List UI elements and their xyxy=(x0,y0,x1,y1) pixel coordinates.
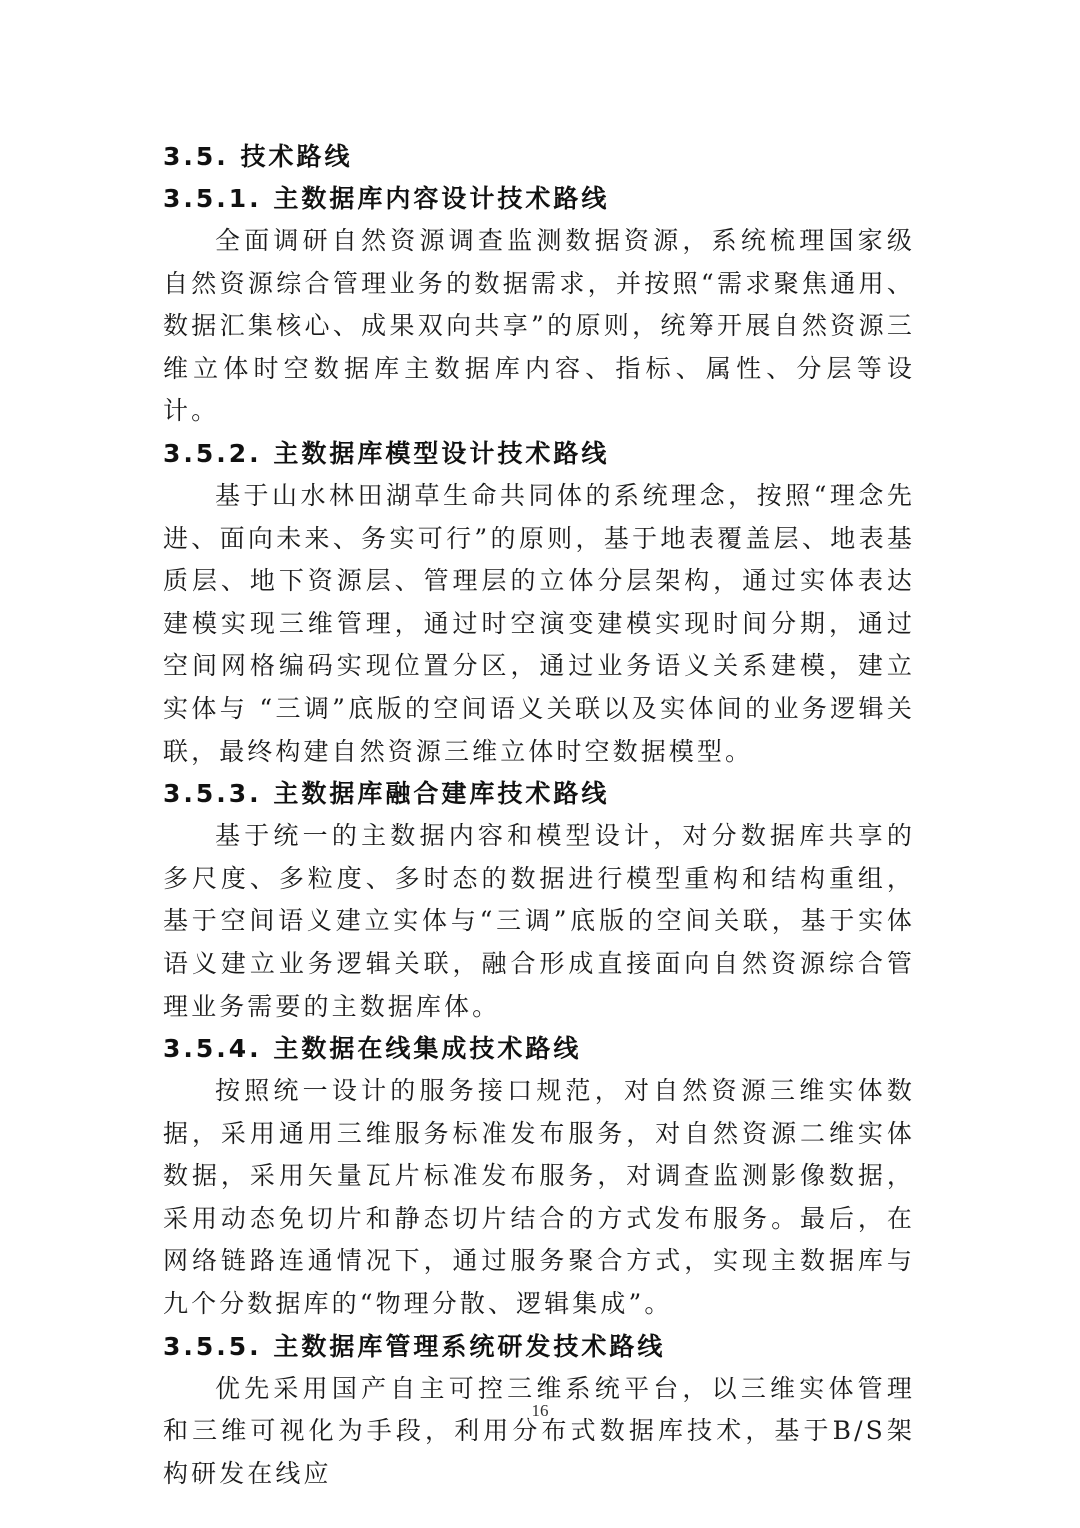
subsection-3-5-3 xyxy=(163,773,923,1028)
subsection-3-5-1 xyxy=(163,178,923,433)
subsection-body: 优先采用国产自主可控三维系统平台，以三维实体管理和三维可视化为手段，利用分布式数据库技术，基于B/S架构研发在线应 xyxy=(163,1373,915,1488)
subsection-body: 基于山水林田湖草生命共同体的系统理念，按照“理念先进、面向未来、务实可行”的原则，基于地表覆盖层、地表基质层、地下资源层、管理层的立体分层架构，通过实体表达建模实现三维管理，通过时空演变建模实现时间分期，通过空间网格编码实现位置分区，通过业务语义关系建模，建立实体与 “三调”底版的空间语义关联以及实体间的业务逻辑关联，最终构建自然资源三维立体时空数据模型。 xyxy=(163,480,915,766)
subsection-title: 3.5.4. 主数据在线集成技术路线 xyxy=(163,1034,582,1064)
subsection-title: 3.5.1. 主数据库内容设计技术路线 xyxy=(163,184,610,213)
subsection-3-5-4 xyxy=(163,1028,923,1326)
subsection-3-5-2 xyxy=(163,433,923,773)
section-heading-3-5: 3.5. 技术路线 xyxy=(163,142,353,171)
subsection-body: 基于统一的主数据内容和模型设计，对分数据库共享的多尺度、多粒度、多时态的数据进行模型重构和结构重组，基于空间语义建立实体与“三调”底版的空间关联，基于实体语义建立业务逻辑关联，融合形成直接面向自然资源综合管理业务需要的主数据库体。 xyxy=(163,821,915,1021)
page-content xyxy=(163,136,923,1495)
page-number: 16 xyxy=(531,1401,549,1420)
subsection-body: 按照统一设计的服务接口规范，对自然资源三维实体数据，采用通用三维服务标准发布服务，对自然资源二维实体数据，采用矢量瓦片标准发布服务，对调查监测影像数据，采用动态免切片和静态切片结合的方式发布服务。最后，在网络链路连通情况下，通过服务聚合方式，实现主数据库与九个分数据库的“物理分散、逻辑集成”。 xyxy=(163,1076,915,1319)
subsection-title: 3.5.3. 主数据库融合建库技术路线 xyxy=(163,779,610,809)
subsection-title: 3.5.5. 主数据库管理系统研发技术路线 xyxy=(163,1331,666,1361)
subsection-title: 3.5.2. 主数据库模型设计技术路线 xyxy=(163,438,610,468)
subsection-body: 全面调研自然资源调查监测数据资源，系统梳理国家级自然资源综合管理业务的数据需求，并按照“需求聚焦通用、数据汇集核心、成果双向共享”的原则，统筹开展自然资源三维立体时空数据库主数据库内容、指标、属性、分层等设计。 xyxy=(163,226,915,426)
